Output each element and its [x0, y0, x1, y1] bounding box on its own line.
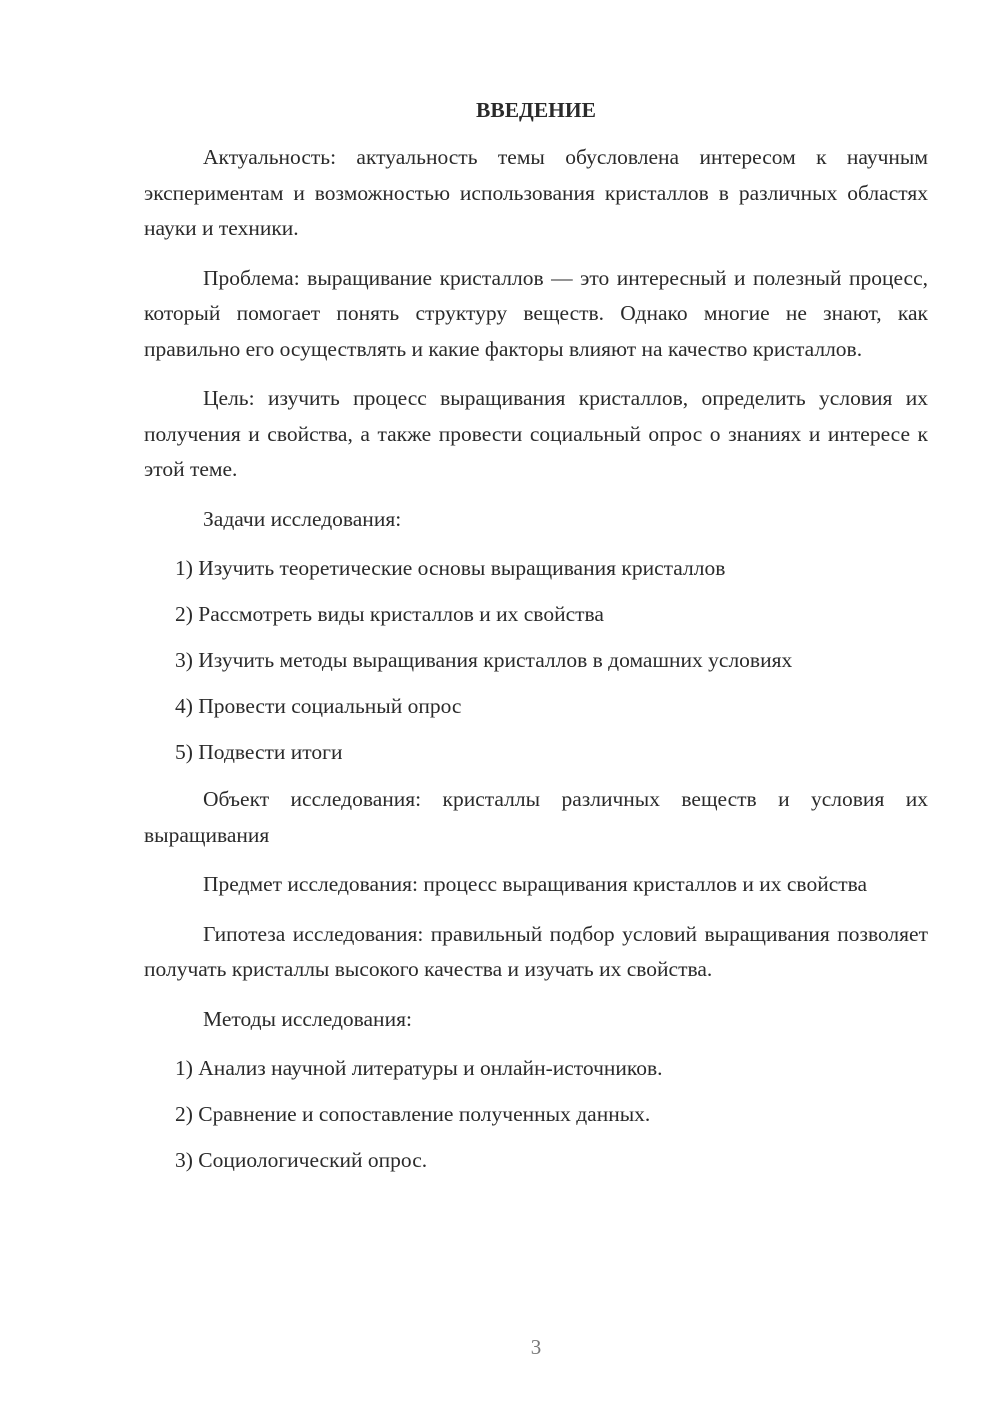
- task-item: 5) Подвести итоги: [175, 740, 343, 764]
- methods-list: [144, 1051, 928, 1178]
- subject-paragraph: Предмет исследования: процесс выращивания кристаллов и их свойства: [203, 872, 868, 896]
- tasks-heading: Задачи исследования:: [203, 506, 402, 531]
- problem-paragraph: Проблема: выращивание кристаллов — это интересный и полезный процесс, который помогает понять структуру веществ. Однако многие не знают, как правильно его осуществлять и какие факторы влияют на качество кристаллов.: [144, 265, 928, 361]
- task-item: 3) Изучить методы выращивания кристаллов в домашних условиях: [175, 648, 793, 672]
- hypothesis-paragraph: Гипотеза исследования: правильный подбор условий выращивания позволяет получать кристаллы высокого качества и изучать их свойства.: [144, 921, 928, 981]
- relevance-paragraph: Актуальность: актуальность темы обусловлена интересом к научным экспериментам и возможностью использования кристаллов в различных областях науки и техники.: [144, 145, 928, 240]
- methods-heading: Методы исследования:: [203, 1006, 412, 1031]
- tasks-list: [144, 551, 928, 770]
- task-item: 4) Провести социальный опрос: [175, 694, 462, 718]
- object-paragraph: Объект исследования: кристаллы различных веществ и условия их выращивания: [144, 787, 928, 847]
- task-item: 1) Изучить теоретические основы выращивания кристаллов: [175, 556, 726, 580]
- page-number: 3: [530, 1335, 542, 1359]
- goal-paragraph: Цель: изучить процесс выращивания кристаллов, определить условия их получения и свойства, а также провести социальный опрос о знаниях и интересе к этой теме.: [144, 386, 928, 481]
- section-title: ВВЕДЕНИЕ: [476, 98, 596, 122]
- method-item: 2) Сравнение и сопоставление полученных данных.: [175, 1102, 651, 1126]
- task-item: 2) Рассмотреть виды кристаллов и их свойства: [175, 602, 604, 626]
- page-content: [144, 93, 928, 1189]
- method-item: 1) Анализ научной литературы и онлайн-источников.: [175, 1056, 663, 1080]
- method-item: 3) Социологический опрос.: [175, 1148, 428, 1172]
